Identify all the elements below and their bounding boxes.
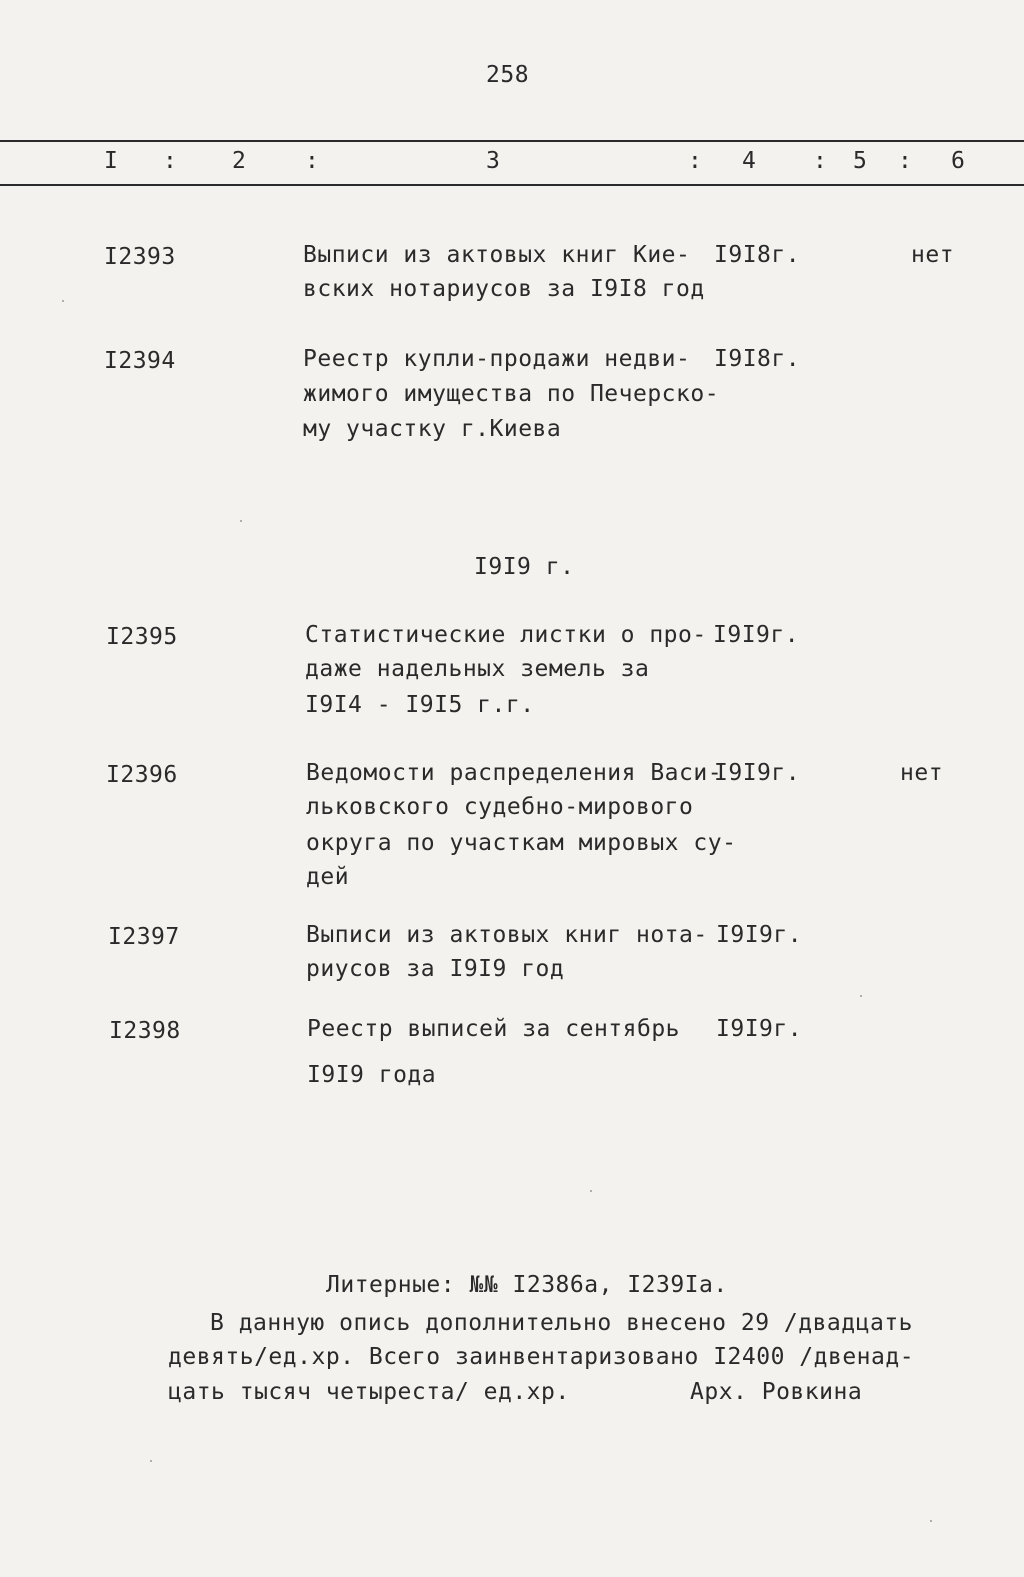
entry-note: нет <box>911 242 955 268</box>
entry-dates: I9I9г. <box>716 922 803 948</box>
entry-title-line: риусов за I9I9 год <box>306 956 565 982</box>
entry-title-line: Реестр купли-продажи недви- <box>303 346 691 372</box>
scan-speck <box>240 520 242 522</box>
scan-speck <box>62 300 64 302</box>
column-separator: : <box>305 148 320 174</box>
column-separator: : <box>898 148 913 174</box>
column-header-5: 5 <box>853 148 868 174</box>
entry-title-line: жимого имущества по Печерско- <box>303 381 720 407</box>
footer-line: цать тысяч четыреста/ ед.хр. <box>168 1379 570 1405</box>
scan-speck <box>860 995 862 997</box>
entry-number: I2398 <box>109 1018 181 1044</box>
entry-dates: I9I9г. <box>713 622 800 648</box>
entry-number: I2396 <box>106 762 178 788</box>
entry-title-line: Выписи из актовых книг нота- <box>306 922 708 948</box>
column-header-6: 6 <box>951 148 966 174</box>
entry-title-line: Выписи из актовых книг Кие- <box>303 242 691 268</box>
page-number: 258 <box>486 62 530 88</box>
entry-dates: I9I8г. <box>714 242 801 268</box>
column-separator: : <box>688 148 703 174</box>
footer-line: девять/ед.хр. Всего заинвентаризовано I2400 /двенад- <box>168 1344 915 1370</box>
year-heading: I9I9 г. <box>474 554 575 580</box>
entry-number: I2393 <box>104 244 176 270</box>
entry-title-line: дей <box>306 864 350 890</box>
entry-title-line: Ведомости распределения Васи- <box>306 760 723 786</box>
scan-speck <box>930 1520 932 1522</box>
entry-dates: I9I8г. <box>714 346 801 372</box>
scan-speck <box>590 1190 592 1192</box>
entry-title-line: льковского судебно-мирового <box>306 794 694 820</box>
header-bottom-rule <box>0 184 1024 186</box>
entry-title-line: Реестр выписей за сентябрь <box>307 1016 681 1042</box>
entry-title-line: округа по участкам мировых су- <box>306 830 737 856</box>
entry-dates: I9I9г. <box>716 1016 803 1042</box>
entry-title-line: му участку г.Киева <box>303 416 562 442</box>
literal-numbers: Литерные: №№ I2386а, I239Iа. <box>326 1272 728 1298</box>
entry-number: I2397 <box>108 924 180 950</box>
column-separator: : <box>163 148 178 174</box>
archivist-signature: Арх. Ровкина <box>690 1379 863 1405</box>
column-separator: : <box>813 148 828 174</box>
entry-title-line: даже надельных земель за <box>305 656 650 682</box>
scan-speck <box>150 1460 152 1462</box>
column-header-2: 2 <box>232 148 247 174</box>
entry-title-line: Статистические листки о про- <box>305 622 707 648</box>
entry-dates: I9I9г. <box>714 760 801 786</box>
entry-title-line: I9I4 - I9I5 г.г. <box>305 692 535 718</box>
entry-number: I2394 <box>104 348 176 374</box>
entry-note: нет <box>900 760 944 786</box>
column-header-4: 4 <box>742 148 757 174</box>
header-top-rule <box>0 140 1024 142</box>
footer-line: В данную опись дополнительно внесено 29 /двадцать <box>210 1310 914 1336</box>
column-header-1: I <box>104 148 119 174</box>
column-header-3: 3 <box>486 148 501 174</box>
entry-number: I2395 <box>106 624 178 650</box>
entry-title-line: I9I9 года <box>307 1062 437 1088</box>
entry-title-line: вских нотариусов за I9I8 год <box>303 276 705 302</box>
